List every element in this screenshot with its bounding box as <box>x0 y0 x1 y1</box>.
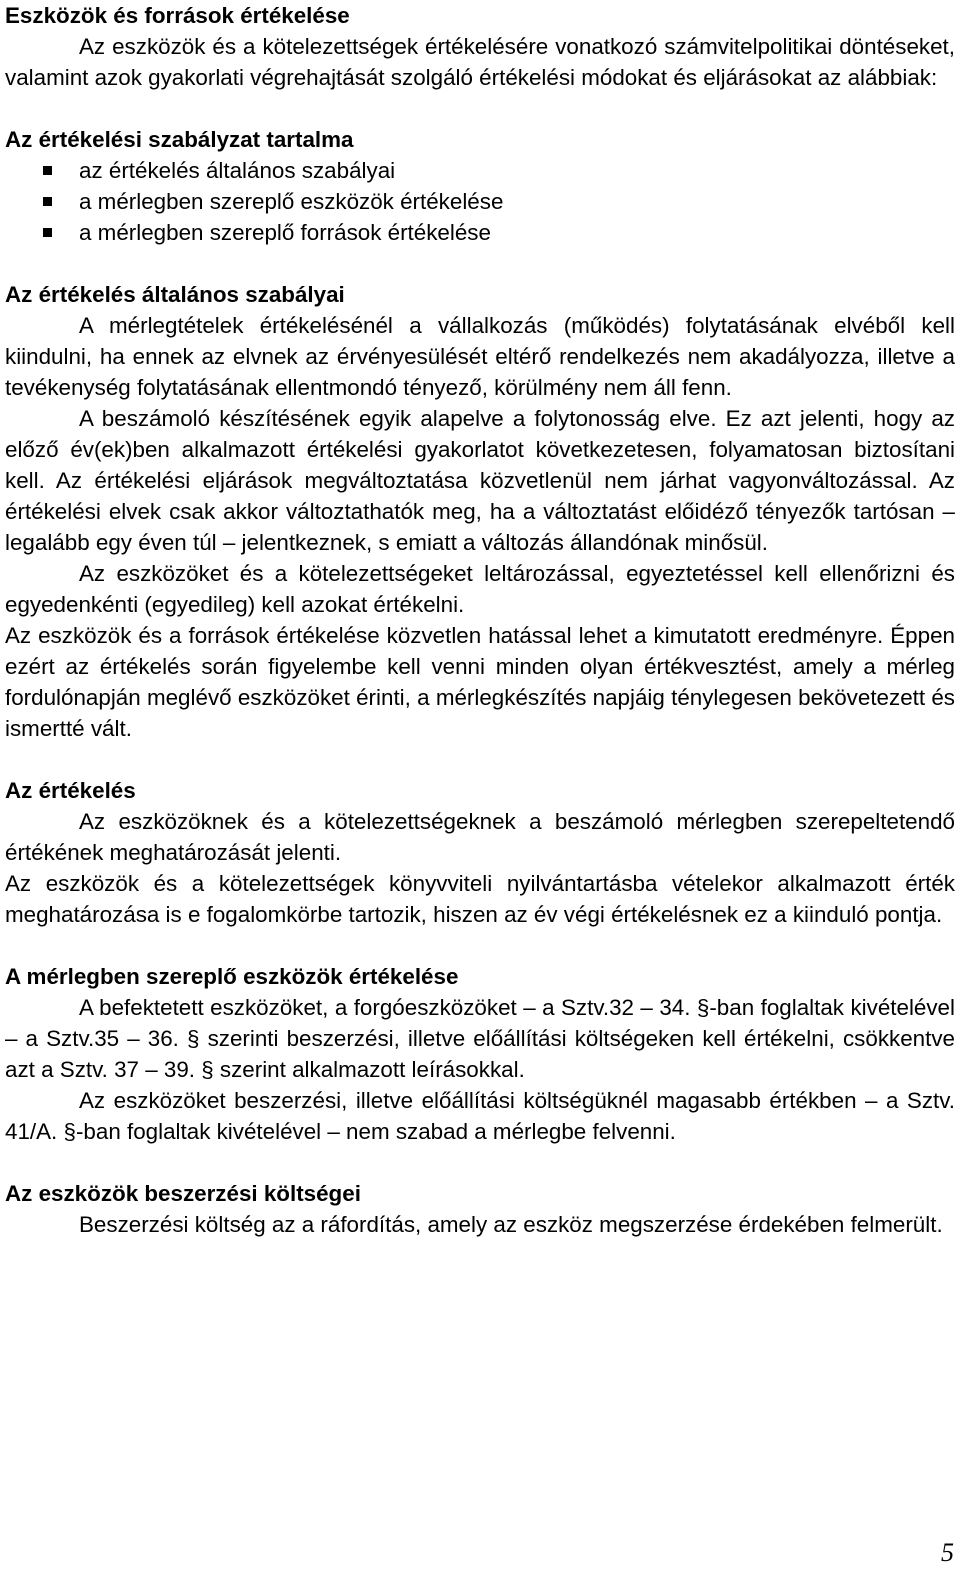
paragraph: A mérlegtételek értékelésénél a vállalkozás (működés) folytatásának elvéből kell kiindulni, ha ennek az elvnek az érvényesülését eltérő rendelkezés nem akadályozza, illetve a tevékenység folytatásának ellentmondó tényező, körülmény nem áll fenn. <box>5 313 955 400</box>
section-heading: Az értékelés általános szabályai <box>5 282 345 307</box>
section-valuation-policy-contents <box>5 124 955 248</box>
paragraph: Az eszközök és a források értékelése közvetlen hatással lehet a kimutatott eredményre. Éppen ezért az értékelés során figyelembe kell venni minden olyan értékvesztést, amely a mérleg fordulónapján meglévő eszközöket érinti, a mérlegkészítés napjáig ténylegesen bekövetezett és ismertté vált. <box>5 623 955 741</box>
section-heading: Az értékelés <box>5 778 136 803</box>
paragraph: A befektetett eszközöket, a forgóeszközöket – a Sztv.32 – 34. §-ban foglaltak kivételével – a Sztv.35 – 36. § szerinti beszerzési, illetve előállítási költségeken kell értékelni, csökkentve azt a Sztv. 37 – 39. § szerint alkalmazott leírásokkal. <box>5 995 955 1082</box>
section-heading: A mérlegben szereplő eszközök értékelése <box>5 964 459 989</box>
intro-paragraph: Az eszközök és a kötelezettségek értékelésére vonatkozó számvitelpolitikai döntéseket, valamint azok gyakorlati végrehajtását szolgáló értékelési módokat és eljárásokat az alábbiak: <box>5 34 955 90</box>
list-item: a mérlegben szereplő források értékelése <box>5 217 955 248</box>
list-item: az értékelés általános szabályai <box>5 155 955 186</box>
spacer <box>5 930 955 961</box>
square-bullet-icon <box>43 197 52 206</box>
square-bullet-icon <box>43 228 52 237</box>
paragraph: A beszámoló készítésének egyik alapelve a folytonosság elve. Ez azt jelenti, hogy az előző év(ek)ben alkalmazott értékelési gyakorlatot következetesen, folyamatosan biztosítani kell. Az értékelési eljárások megváltoztatása közvetlenül nem járhat vagyonváltozással. Az értékelési elvek csak akkor változtathatók meg, ha a változtatást előidéző tényezők tartósan – legalább egy éven túl – jelentkeznek, s emiatt a változás állandónak minősül. <box>5 406 955 555</box>
paragraph: Az eszközöket és a kötelezettségeket leltározással, egyeztetéssel kell ellenőrizni és egyedenkénti (egyedileg) kell azokat értékelni. <box>5 561 955 617</box>
section-acquisition-costs <box>5 1178 955 1240</box>
paragraph: Beszerzési költség az a ráfordítás, amely az eszköz megszerzése érdekében felmerült. <box>79 1212 943 1237</box>
paragraph: Az eszközöknek és a kötelezettségeknek a beszámoló mérlegben szerepeltetendő értékének meghatározását jelenti. <box>5 809 955 865</box>
spacer <box>5 1147 955 1178</box>
bullet-list <box>5 155 955 248</box>
section-asset-valuation <box>5 961 955 1147</box>
square-bullet-icon <box>43 166 52 175</box>
section-valuation <box>5 775 955 930</box>
section-general-rules <box>5 279 955 744</box>
page-number: 5 <box>941 1538 954 1567</box>
list-item: a mérlegben szereplő eszközök értékelése <box>5 186 955 217</box>
spacer <box>5 248 955 279</box>
section-heading: Az eszközök beszerzési költségei <box>5 1181 361 1206</box>
document-title: Eszközök és források értékelése <box>5 3 350 28</box>
section-heading: Az értékelési szabályzat tartalma <box>5 127 354 152</box>
document-page <box>5 0 955 1240</box>
paragraph: Az eszközök és a kötelezettségek könyvviteli nyilvántartásba vételekor alkalmazott érték meghatározása is e fogalomkörbe tartozik, hiszen az év végi értékelésnek ez a kiinduló pontja. <box>5 871 955 927</box>
paragraph: Az eszközöket beszerzési, illetve előállítási költségüknél magasabb értékben – a Sztv. 41/A. §-ban foglaltak kivételével – nem szabad a mérlegbe felvenni. <box>5 1088 955 1144</box>
spacer <box>5 93 955 124</box>
spacer <box>5 744 955 775</box>
